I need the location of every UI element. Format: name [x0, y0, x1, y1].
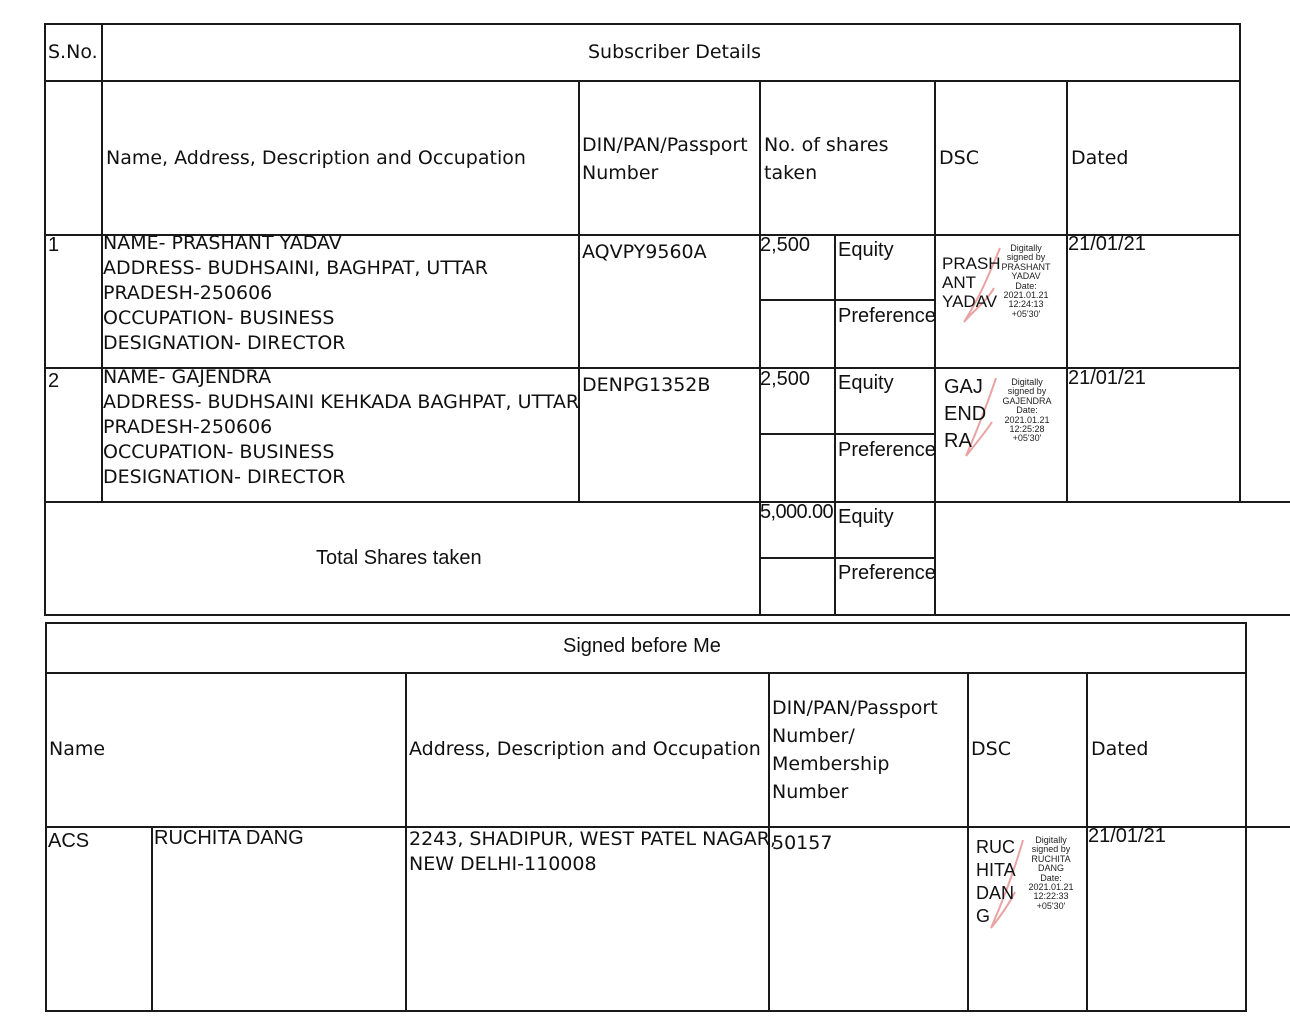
column-header-din: DIN/PAN/Passport Number/ Membership Number: [772, 697, 938, 803]
rule: [44, 80, 1241, 82]
equity-label: Equity: [838, 506, 894, 528]
table-title: Subscriber Details: [588, 41, 762, 63]
rule: [934, 80, 936, 616]
din-pan: DENPG1352B: [582, 374, 711, 396]
column-header-name: Name: [49, 738, 106, 760]
witness-name: RUCHITA DANG: [154, 827, 304, 849]
row-number: 2: [48, 370, 60, 392]
digital-signature: [975, 834, 1083, 934]
witness-address: 2243, SHADIPUR, WEST PATEL NAGAR, NEW DELHI-110008: [409, 828, 776, 875]
sno-header: S.No.: [48, 41, 98, 63]
column-header-dsc: DSC: [939, 147, 979, 169]
preference-label: Preference: [838, 305, 936, 327]
rule: [44, 501, 1290, 503]
subscriber-details: NAME- PRASHANT YADAV ADDRESS- BUDHSAINI, BAGHPAT, UTTAR PRADESH-250606 OCCUPATION- BUSINESS DESIGNATION- DIRECTOR: [103, 232, 488, 354]
dated-value: 21/01/21: [1068, 233, 1146, 255]
row-number: 1: [48, 234, 60, 256]
rule: [405, 672, 407, 1012]
subscriber-details: NAME- GAJENDRA ADDRESS- BUDHSAINI KEHKADA BAGHPAT, UTTAR PRADESH-250606 OCCUPATION- BUSINESS DESIGNATION- DIRECTOR: [103, 366, 580, 488]
rule: [44, 23, 1241, 25]
preference-label: Preference: [838, 439, 936, 461]
column-header-address: Address, Description and Occupation: [409, 738, 761, 760]
din-pan: AQVPY9560A: [582, 241, 707, 263]
rule: [1239, 23, 1241, 503]
rule: [44, 614, 1290, 616]
rule: [760, 433, 936, 435]
signer-name: PRASH ANT YADAV: [942, 254, 1001, 311]
dated-value: 21/01/21: [1068, 367, 1146, 389]
equity-label: Equity: [838, 239, 894, 261]
signer-name: RUC HITA DAN G: [976, 837, 1016, 926]
column-header-dsc: DSC: [971, 738, 1011, 760]
column-header-name: Name, Address, Description and Occupation: [106, 147, 526, 169]
column-header-shares: No. of shares taken: [764, 134, 889, 184]
shares-count: 2,500: [760, 368, 811, 390]
rule: [45, 622, 1247, 624]
membership-number: 50157: [772, 832, 833, 854]
rule: [759, 80, 761, 616]
rule: [1245, 622, 1247, 1012]
rule: [760, 299, 936, 301]
rule: [967, 672, 969, 1012]
signature-stamp: Digitally signed by PRASHANT YADAV Date: 2021.01.21 12:24:13 +05'30': [1001, 243, 1051, 319]
digital-signature: [942, 374, 1062, 462]
signer-name: GAJ END RA: [944, 376, 987, 452]
preference-label: Preference: [838, 562, 936, 584]
signature-stamp: Digitally signed by GAJENDRA Date: 2021.01.21 12:25:28 +05'30': [1002, 377, 1052, 444]
rule: [834, 234, 836, 616]
signature-stamp: Digitally signed by RUCHITA DANG Date: 2021.01.21 12:22:33 +05'30': [1028, 835, 1074, 911]
equity-label: Equity: [838, 372, 894, 394]
digital-signature: [942, 242, 1062, 330]
rule: [45, 1010, 1247, 1012]
rule: [45, 672, 1247, 674]
rule: [44, 23, 46, 616]
shares-count: 2,500: [760, 234, 811, 256]
rule: [760, 557, 936, 559]
dated-value: 21/01/21: [1088, 825, 1166, 847]
rule: [151, 826, 153, 1012]
column-header-dated: Dated: [1071, 147, 1129, 169]
total-shares: 5,000.00: [760, 501, 834, 523]
total-label: Total Shares taken: [316, 547, 482, 569]
column-header-din: DIN/PAN/Passport Number: [582, 134, 748, 184]
column-header-dated: Dated: [1091, 738, 1149, 760]
rule: [45, 622, 47, 1012]
rule: [1066, 80, 1068, 503]
witness-prefix: ACS: [48, 830, 90, 852]
table-title: Signed before Me: [563, 635, 721, 657]
